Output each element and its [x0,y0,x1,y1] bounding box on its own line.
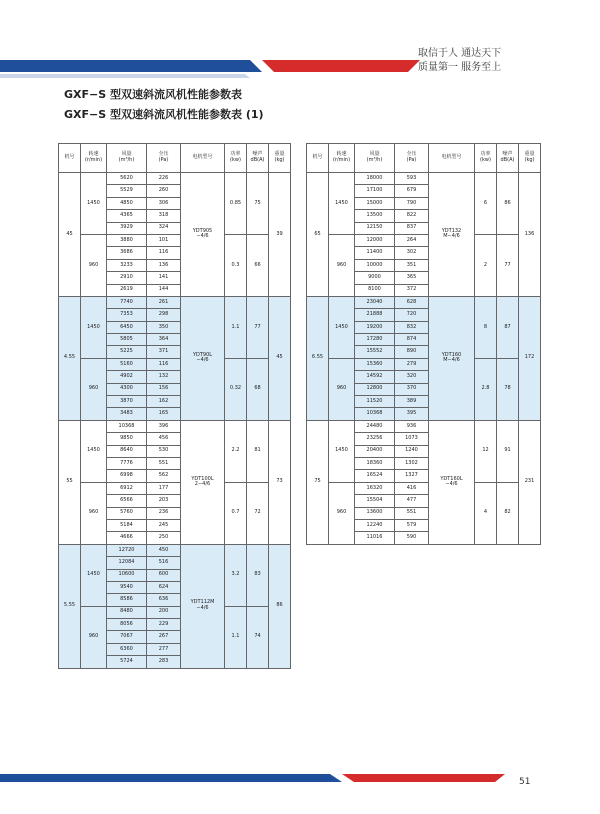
pressure-cell: 260 [147,185,181,197]
speed-cell: 960 [81,234,107,296]
airflow-cell: 5184 [107,519,147,531]
speed-cell: 1450 [81,173,107,235]
noise-cell: 68 [247,358,269,420]
airflow-cell: 9850 [107,433,147,445]
pressure-cell: 203 [147,495,181,507]
pressure-cell: 226 [147,173,181,185]
table-row [307,173,541,185]
noise-cell: 82 [497,482,519,544]
pressure-cell: 822 [395,210,429,222]
airflow-cell: 23040 [355,296,395,308]
pressure-cell: 837 [395,222,429,234]
table-row [59,482,291,494]
airflow-cell: 14592 [355,371,395,383]
airflow-cell: 12240 [355,519,395,531]
motor-model-cell: YDT160L −4/6 [429,420,475,544]
weight-cell: 136 [519,173,541,297]
weight-cell: 45 [269,296,291,420]
airflow-cell: 10368 [355,408,395,420]
noise-cell: 72 [247,482,269,544]
airflow-cell: 2910 [107,272,147,284]
column-header: 风量 (m³/h) [355,144,395,173]
airflow-cell: 3870 [107,396,147,408]
pressure-cell: 1073 [395,433,429,445]
airflow-cell: 15552 [355,346,395,358]
pressure-cell: 320 [395,371,429,383]
airflow-cell: 15504 [355,495,395,507]
airflow-cell: 3929 [107,222,147,234]
pressure-cell: 890 [395,346,429,358]
pressure-cell: 636 [147,594,181,606]
airflow-cell: 10600 [107,569,147,581]
noise-cell: 77 [497,234,519,296]
column-header: 全压 (Pa) [395,144,429,173]
pressure-cell: 261 [147,296,181,308]
table-row [307,234,541,246]
airflow-cell: 13600 [355,507,395,519]
speed-cell: 1450 [81,296,107,358]
power-cell: 0.7 [225,482,247,544]
airflow-cell: 8640 [107,445,147,457]
speed-cell: 960 [329,482,355,544]
airflow-cell: 15000 [355,197,395,209]
pressure-cell: 832 [395,321,429,333]
pressure-cell: 1327 [395,470,429,482]
speed-cell: 960 [81,606,107,668]
column-header: 机号 [307,144,329,173]
table-row [59,420,291,432]
noise-cell: 74 [247,606,269,668]
airflow-cell: 11016 [355,532,395,544]
pressure-cell: 416 [395,482,429,494]
pressure-cell: 116 [147,247,181,259]
speed-cell: 1450 [329,173,355,235]
airflow-cell: 8586 [107,594,147,606]
airflow-cell: 12720 [107,544,147,556]
airflow-cell: 8480 [107,606,147,618]
airflow-cell: 11520 [355,396,395,408]
airflow-cell: 7067 [107,631,147,643]
pressure-cell: 600 [147,569,181,581]
airflow-cell: 13500 [355,210,395,222]
table-row [59,358,291,370]
noise-cell: 91 [497,420,519,482]
airflow-cell: 5760 [107,507,147,519]
speed-cell: 960 [81,358,107,420]
pressure-cell: 144 [147,284,181,296]
pressure-cell: 679 [395,185,429,197]
power-cell: 0.3 [225,234,247,296]
pressure-cell: 790 [395,197,429,209]
pressure-cell: 365 [395,272,429,284]
column-header: 风量 (m³/h) [107,144,147,173]
footer-stripe-graphic [0,768,600,788]
table-row [307,296,541,308]
noise-cell: 75 [247,173,269,235]
pressure-cell: 396 [147,420,181,432]
pressure-cell: 450 [147,544,181,556]
airflow-cell: 5529 [107,185,147,197]
column-header: 噪声 dB(A) [497,144,519,173]
company-slogan [418,47,501,75]
airflow-cell: 6566 [107,495,147,507]
airflow-cell: 9000 [355,272,395,284]
airflow-cell: 15360 [355,358,395,370]
power-cell: 3.2 [225,544,247,606]
machine-number-cell: 75 [307,420,329,544]
airflow-cell: 3233 [107,259,147,271]
pressure-cell: 372 [395,284,429,296]
airflow-cell: 4666 [107,532,147,544]
column-header: 重量 (kg) [269,144,291,173]
airflow-cell: 6998 [107,470,147,482]
noise-cell: 83 [247,544,269,606]
pressure-cell: 283 [147,656,181,668]
airflow-cell: 4902 [107,371,147,383]
slogan-line-2: 质量第一 服务至上 [418,62,502,73]
table-title: GXF−S 型双速斜流风机性能参数表 (1) [64,108,264,121]
speed-cell: 960 [329,234,355,296]
airflow-cell: 4850 [107,197,147,209]
column-header: 功率 (kw) [475,144,497,173]
pressure-cell: 1302 [395,457,429,469]
airflow-cell: 5160 [107,358,147,370]
left-spec-table [58,143,291,669]
pressure-cell: 1240 [395,445,429,457]
noise-cell: 86 [497,173,519,235]
power-cell: 1.1 [225,606,247,668]
airflow-cell: 12800 [355,383,395,395]
power-cell: 4 [475,482,497,544]
pressure-cell: 236 [147,507,181,519]
airflow-cell: 24480 [355,420,395,432]
power-cell: 0.32 [225,358,247,420]
pressure-cell: 364 [147,334,181,346]
motor-model-cell: YDT90L −4/6 [181,296,225,420]
weight-cell: 86 [269,544,291,668]
pressure-cell: 250 [147,532,181,544]
table-row [59,173,291,185]
airflow-cell: 4365 [107,210,147,222]
pressure-cell: 165 [147,408,181,420]
airflow-cell: 3880 [107,234,147,246]
machine-number-cell: 4.55 [59,296,81,420]
speed-cell: 960 [81,482,107,544]
airflow-cell: 5225 [107,346,147,358]
airflow-cell: 7740 [107,296,147,308]
pressure-cell: 456 [147,433,181,445]
speed-cell: 1450 [329,420,355,482]
speed-cell: 1450 [81,420,107,482]
pressure-cell: 516 [147,557,181,569]
pressure-cell: 389 [395,396,429,408]
airflow-cell: 12084 [107,557,147,569]
pressure-cell: 264 [395,234,429,246]
airflow-cell: 10000 [355,259,395,271]
airflow-cell: 5805 [107,334,147,346]
weight-cell: 73 [269,420,291,544]
airflow-cell: 10368 [107,420,147,432]
speed-cell: 1450 [81,544,107,606]
noise-cell: 77 [247,296,269,358]
airflow-cell: 17100 [355,185,395,197]
pressure-cell: 530 [147,445,181,457]
pressure-cell: 277 [147,643,181,655]
motor-model-cell: YDT112M −4/6 [181,544,225,668]
power-cell: 6 [475,173,497,235]
pressure-cell: 324 [147,222,181,234]
noise-cell: 87 [497,296,519,358]
column-header: 电机型号 [181,144,225,173]
machine-number-cell: 55 [59,420,81,544]
pressure-cell: 874 [395,334,429,346]
airflow-cell: 11400 [355,247,395,259]
column-header: 全压 (Pa) [147,144,181,173]
airflow-cell: 12000 [355,234,395,246]
pressure-cell: 562 [147,470,181,482]
airflow-cell: 23256 [355,433,395,445]
machine-number-cell: 6.55 [307,296,329,420]
machine-number-cell: 65 [307,173,329,297]
airflow-cell: 3686 [107,247,147,259]
pressure-cell: 477 [395,495,429,507]
airflow-cell: 5724 [107,656,147,668]
power-cell: 2.8 [475,358,497,420]
motor-model-cell: YDT160 M−4/6 [429,296,475,420]
pressure-cell: 177 [147,482,181,494]
pressure-cell: 279 [395,358,429,370]
pressure-cell: 200 [147,606,181,618]
airflow-cell: 4300 [107,383,147,395]
column-header: 转速 (r/min) [329,144,355,173]
table-row [59,234,291,246]
airflow-cell: 2619 [107,284,147,296]
pressure-cell: 245 [147,519,181,531]
airflow-cell: 20400 [355,445,395,457]
machine-number-cell: 45 [59,173,81,297]
power-cell: 8 [475,296,497,358]
weight-cell: 172 [519,296,541,420]
pressure-cell: 162 [147,396,181,408]
airflow-cell: 19200 [355,321,395,333]
pressure-cell: 551 [395,507,429,519]
pressure-cell: 350 [147,321,181,333]
airflow-cell: 16524 [355,470,395,482]
table-row [59,606,291,618]
airflow-cell: 5620 [107,173,147,185]
column-header: 电机型号 [429,144,475,173]
table-row [59,296,291,308]
pressure-cell: 370 [395,383,429,395]
airflow-cell: 7353 [107,309,147,321]
column-header: 重量 (kg) [519,144,541,173]
airflow-cell: 8056 [107,619,147,631]
pressure-cell: 720 [395,309,429,321]
speed-cell: 1450 [329,296,355,358]
column-header: 转速 (r/min) [81,144,107,173]
pressure-cell: 136 [147,259,181,271]
power-cell: 2 [475,234,497,296]
pressure-cell: 628 [395,296,429,308]
pressure-cell: 101 [147,234,181,246]
pressure-cell: 579 [395,519,429,531]
table-header-row [307,144,541,173]
power-cell: 12 [475,420,497,482]
pressure-cell: 302 [395,247,429,259]
airflow-cell: 6360 [107,643,147,655]
pressure-cell: 551 [147,457,181,469]
column-header: 噪声 dB(A) [247,144,269,173]
table-row [307,358,541,370]
airflow-cell: 6912 [107,482,147,494]
column-header: 机号 [59,144,81,173]
slogan-line-1: 取信于人 通达天下 [418,48,502,59]
noise-cell: 81 [247,420,269,482]
airflow-cell: 3483 [107,408,147,420]
power-cell: 1.1 [225,296,247,358]
page-title: GXF−S 型双速斜流风机性能参数表 [64,88,242,101]
table-row [307,420,541,432]
motor-model-cell: YDT905 −4/6 [181,173,225,297]
page-number: 51 [519,777,531,787]
pressure-cell: 318 [147,210,181,222]
column-header: 功率 (kw) [225,144,247,173]
noise-cell: 66 [247,234,269,296]
pressure-cell: 141 [147,272,181,284]
airflow-cell: 18360 [355,457,395,469]
airflow-cell: 12150 [355,222,395,234]
airflow-cell: 21888 [355,309,395,321]
airflow-cell: 7776 [107,457,147,469]
weight-cell: 39 [269,173,291,297]
pressure-cell: 624 [147,581,181,593]
power-cell: 2.2 [225,420,247,482]
machine-number-cell: 5.55 [59,544,81,668]
pressure-cell: 298 [147,309,181,321]
table-row [307,482,541,494]
pressure-cell: 590 [395,532,429,544]
pressure-cell: 306 [147,197,181,209]
motor-model-cell: YDT132 M−4/6 [429,173,475,297]
airflow-cell: 8100 [355,284,395,296]
pressure-cell: 229 [147,619,181,631]
speed-cell: 960 [329,358,355,420]
table-row [59,544,291,556]
weight-cell: 231 [519,420,541,544]
power-cell: 0.85 [225,173,247,235]
airflow-cell: 9540 [107,581,147,593]
pressure-cell: 936 [395,420,429,432]
pressure-cell: 267 [147,631,181,643]
motor-model-cell: YDT100L 2−4/6 [181,420,225,544]
airflow-cell: 17280 [355,334,395,346]
airflow-cell: 16320 [355,482,395,494]
pressure-cell: 593 [395,173,429,185]
airflow-cell: 18000 [355,173,395,185]
pressure-cell: 371 [147,346,181,358]
table-header-row [59,144,291,173]
right-spec-table [306,143,541,545]
pressure-cell: 351 [395,259,429,271]
header-stripe-graphic [0,0,600,80]
noise-cell: 78 [497,358,519,420]
pressure-cell: 395 [395,408,429,420]
pressure-cell: 132 [147,371,181,383]
pressure-cell: 156 [147,383,181,395]
airflow-cell: 6450 [107,321,147,333]
pressure-cell: 116 [147,358,181,370]
